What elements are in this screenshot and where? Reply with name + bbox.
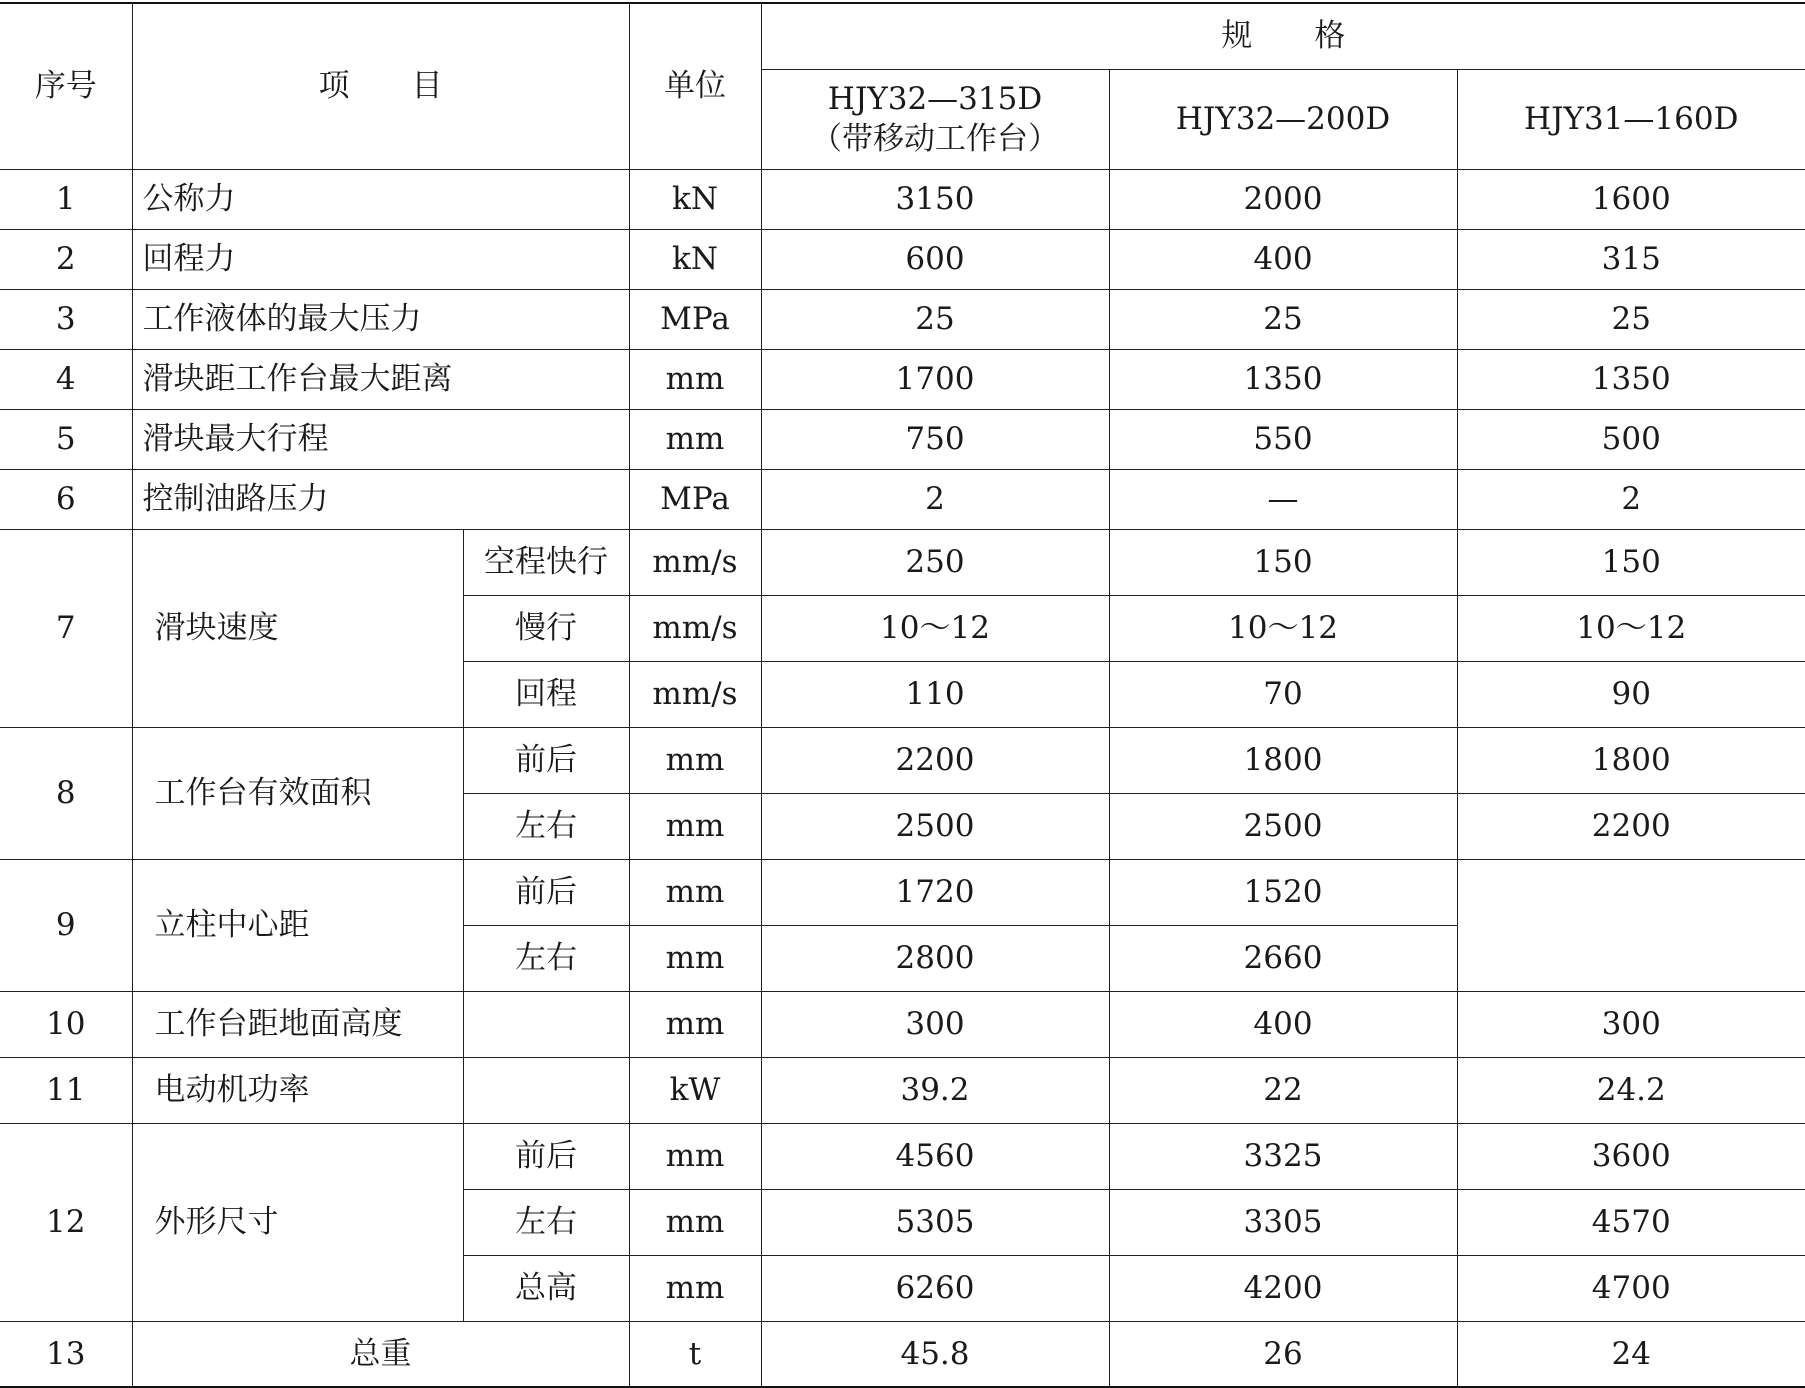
row-unit: mm/s	[629, 529, 761, 595]
row-value: 2660	[1109, 925, 1457, 991]
row-item: 外形尺寸	[132, 1123, 463, 1321]
row-unit: mm	[629, 991, 761, 1057]
row-value: 4570	[1457, 1189, 1805, 1255]
row-unit: t	[629, 1321, 761, 1387]
table-row	[0, 289, 1805, 349]
row-value: 2000	[1109, 169, 1457, 229]
row-subitem: 慢行	[463, 595, 629, 661]
row-number: 2	[0, 229, 132, 289]
row-value: 25	[1109, 289, 1457, 349]
header-model-3: HJY31—160D	[1457, 69, 1805, 169]
row-value: 2	[1457, 469, 1805, 529]
row-value: 26	[1109, 1321, 1457, 1387]
table-row	[0, 169, 1805, 229]
row-value: 3325	[1109, 1123, 1457, 1189]
table-row	[0, 349, 1805, 409]
table-row	[0, 859, 1805, 925]
row-subitem: 前后	[463, 859, 629, 925]
hydraulic-press-spec-table	[0, 2, 1805, 1388]
row-value: 25	[761, 289, 1109, 349]
header-unit: 单位	[629, 3, 761, 169]
table-row	[0, 991, 1805, 1057]
row-value: 400	[1109, 991, 1457, 1057]
row-value: 1520	[1109, 859, 1457, 925]
row-value: 1800	[1109, 727, 1457, 793]
header-model-2: HJY32—200D	[1109, 69, 1457, 169]
model-1-note: （带移动工作台）	[811, 121, 1059, 157]
row-unit: kN	[629, 169, 761, 229]
row-subitem: 空程快行	[463, 529, 629, 595]
row-subitem-empty	[463, 991, 629, 1057]
header-model-1	[761, 69, 1109, 169]
row-number: 12	[0, 1123, 132, 1321]
row-item: 工作台有效面积	[132, 727, 463, 859]
row-value: 1800	[1457, 727, 1805, 793]
row-value: 2	[761, 469, 1109, 529]
row-number: 10	[0, 991, 132, 1057]
row-value: 750	[761, 409, 1109, 469]
row-value: 70	[1109, 661, 1457, 727]
row-value: 6260	[761, 1255, 1109, 1321]
row-value: 1700	[761, 349, 1109, 409]
row-number: 9	[0, 859, 132, 991]
row-item: 工作液体的最大压力	[132, 289, 629, 349]
row-number: 5	[0, 409, 132, 469]
row-value: 150	[1109, 529, 1457, 595]
row-unit: mm	[629, 1123, 761, 1189]
row-value: 45.8	[761, 1321, 1109, 1387]
row-unit: mm	[629, 349, 761, 409]
row-value: 1350	[1457, 349, 1805, 409]
row-number: 8	[0, 727, 132, 859]
row-value: 10～12	[1457, 595, 1805, 661]
row-value: 4200	[1109, 1255, 1457, 1321]
row-subitem-empty	[463, 1057, 629, 1123]
row-item: 滑块距工作台最大距离	[132, 349, 629, 409]
row-value: 110	[761, 661, 1109, 727]
row-unit: mm	[629, 925, 761, 991]
row-value: 2800	[761, 925, 1109, 991]
table-row	[0, 469, 1805, 529]
row-subitem: 左右	[463, 793, 629, 859]
row-item: 电动机功率	[132, 1057, 463, 1123]
row-item: 总重	[132, 1321, 629, 1387]
row-unit: mm	[629, 1189, 761, 1255]
row-subitem: 前后	[463, 1123, 629, 1189]
row-unit: mm	[629, 1255, 761, 1321]
row-value: 22	[1109, 1057, 1457, 1123]
row-item: 滑块最大行程	[132, 409, 629, 469]
row-unit: mm/s	[629, 661, 761, 727]
row-unit: mm	[629, 409, 761, 469]
table-row	[0, 409, 1805, 469]
table-row	[0, 229, 1805, 289]
row-value: 25	[1457, 289, 1805, 349]
table-row	[0, 1123, 1805, 1189]
row-value: 550	[1109, 409, 1457, 469]
model-1-name: HJY32—315D	[827, 80, 1043, 117]
row-value: 24.2	[1457, 1057, 1805, 1123]
row-value: 600	[761, 229, 1109, 289]
row-subitem: 回程	[463, 661, 629, 727]
row-value-empty	[1457, 859, 1805, 991]
row-value: 1600	[1457, 169, 1805, 229]
row-unit: kN	[629, 229, 761, 289]
header-spec: 规 格	[761, 3, 1805, 69]
row-unit: mm	[629, 727, 761, 793]
row-subitem: 左右	[463, 1189, 629, 1255]
row-value: 500	[1457, 409, 1805, 469]
table-row	[0, 727, 1805, 793]
row-item: 公称力	[132, 169, 629, 229]
row-unit: MPa	[629, 289, 761, 349]
row-value: 10～12	[1109, 595, 1457, 661]
row-value: 24	[1457, 1321, 1805, 1387]
row-value: 3600	[1457, 1123, 1805, 1189]
row-value: 10～12	[761, 595, 1109, 661]
row-number: 7	[0, 529, 132, 727]
row-value: 400	[1109, 229, 1457, 289]
row-value: 3305	[1109, 1189, 1457, 1255]
row-value: 300	[761, 991, 1109, 1057]
row-value: 2500	[761, 793, 1109, 859]
header-row-1	[0, 3, 1805, 69]
row-value: 250	[761, 529, 1109, 595]
row-value: 150	[1457, 529, 1805, 595]
row-value: 39.2	[761, 1057, 1109, 1123]
table-row	[0, 529, 1805, 595]
row-value: 2200	[761, 727, 1109, 793]
row-value: 5305	[761, 1189, 1109, 1255]
row-number: 4	[0, 349, 132, 409]
row-unit: kW	[629, 1057, 761, 1123]
row-unit: mm	[629, 793, 761, 859]
row-value: 1720	[761, 859, 1109, 925]
row-number: 6	[0, 469, 132, 529]
row-value: 90	[1457, 661, 1805, 727]
row-value: 300	[1457, 991, 1805, 1057]
row-item: 立柱中心距	[132, 859, 463, 991]
row-value: 1350	[1109, 349, 1457, 409]
row-value: 4560	[761, 1123, 1109, 1189]
row-subitem: 左右	[463, 925, 629, 991]
row-number: 3	[0, 289, 132, 349]
row-number: 11	[0, 1057, 132, 1123]
row-unit: mm	[629, 859, 761, 925]
row-value: 2200	[1457, 793, 1805, 859]
row-item: 控制油路压力	[132, 469, 629, 529]
row-unit: mm/s	[629, 595, 761, 661]
table-row	[0, 1321, 1805, 1387]
row-value: 315	[1457, 229, 1805, 289]
row-value: —	[1109, 469, 1457, 529]
row-value: 4700	[1457, 1255, 1805, 1321]
row-number: 13	[0, 1321, 132, 1387]
row-value: 3150	[761, 169, 1109, 229]
row-subitem: 前后	[463, 727, 629, 793]
row-unit: MPa	[629, 469, 761, 529]
row-item: 滑块速度	[132, 529, 463, 727]
header-seq: 序号	[0, 3, 132, 169]
header-item: 项 目	[132, 3, 629, 169]
row-item: 工作台距地面高度	[132, 991, 463, 1057]
row-value: 2500	[1109, 793, 1457, 859]
row-item: 回程力	[132, 229, 629, 289]
row-number: 1	[0, 169, 132, 229]
row-subitem: 总高	[463, 1255, 629, 1321]
table-row	[0, 1057, 1805, 1123]
